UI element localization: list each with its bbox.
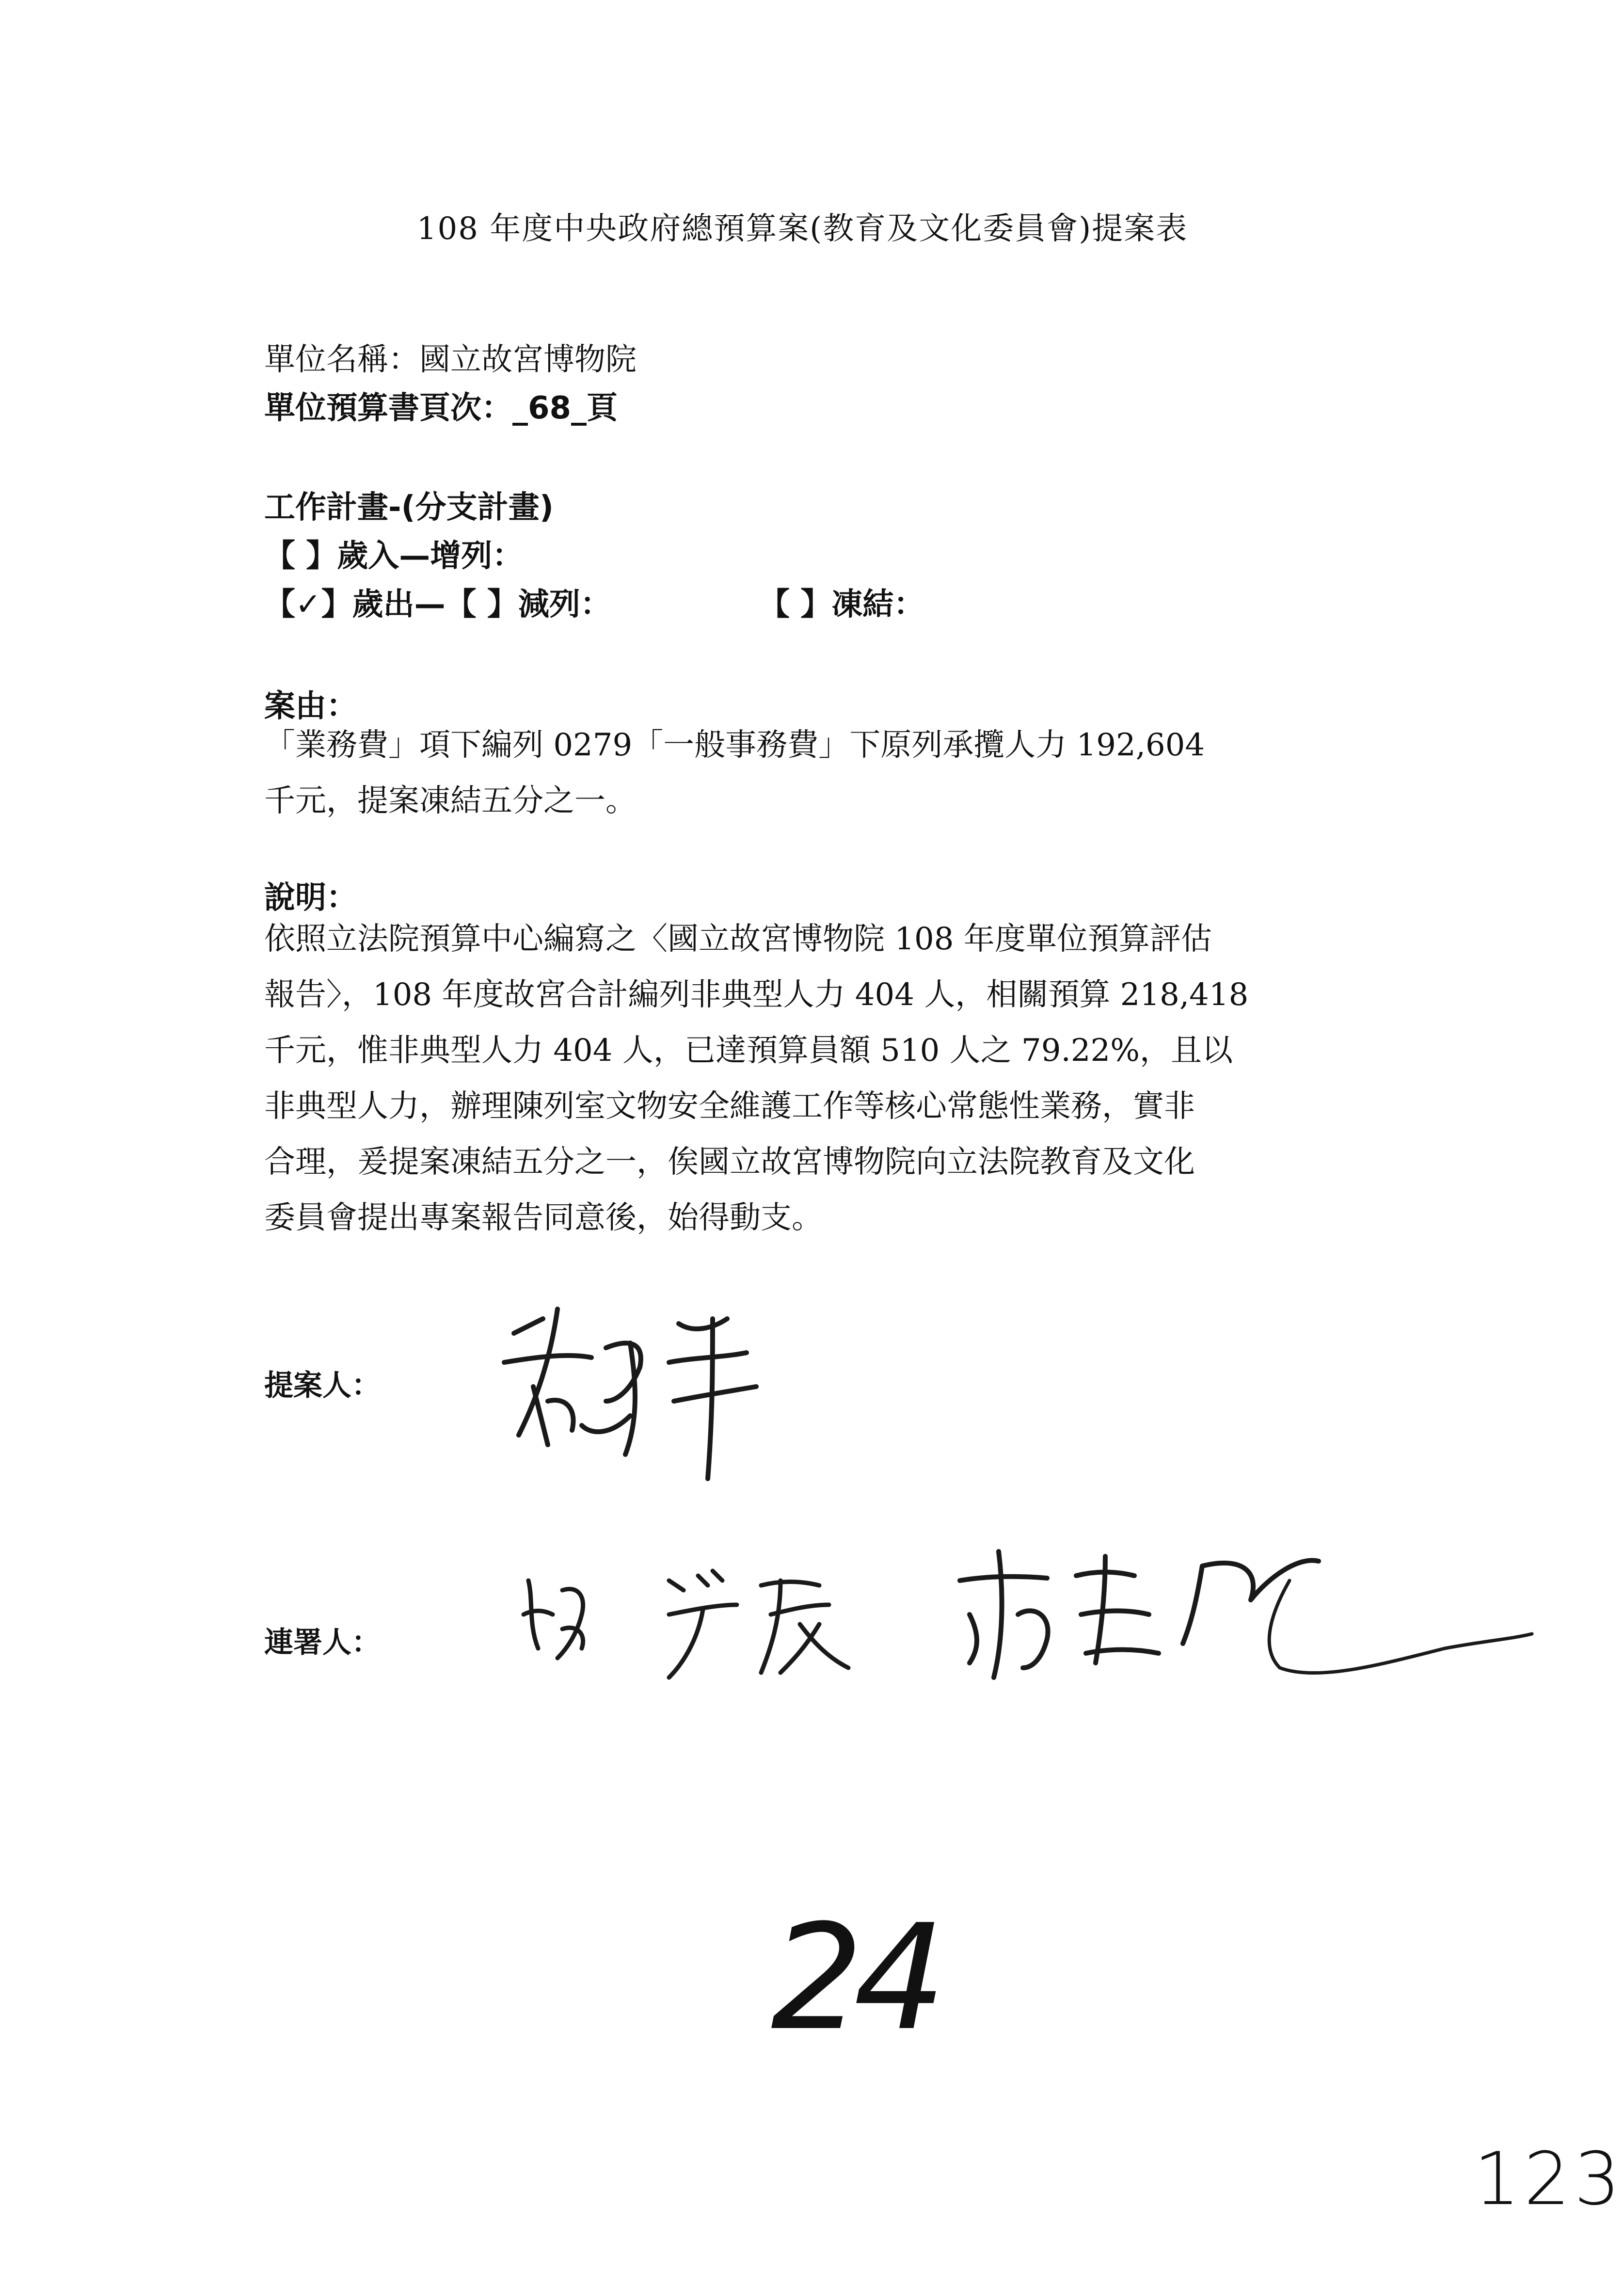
proposer-label: 提案人： <box>264 1369 381 1403</box>
reason-heading: 案由： <box>264 688 357 724</box>
explanation-text <box>264 911 1399 1246</box>
reason-text <box>264 718 1399 829</box>
unit-name: 單位名稱：國立故宮博物院 <box>264 342 637 378</box>
explanation-line: 千元，惟非典型人力 404 人，已達預算員額 510 人之 79.22%，且以 <box>264 1033 1233 1069</box>
explanation-line: 報告〉，108 年度故宮合計編列非典型人力 404 人，相關預算 218,418 <box>264 977 1249 1013</box>
work-plan: 工作計畫-(分支計畫) <box>264 490 554 526</box>
revenue-option: 【 】歲入—增列： <box>264 538 524 574</box>
budget-page-reference: 單位預算書頁次：_68_頁 <box>264 390 618 426</box>
reason-line: 千元，提案凍結五分之一。 <box>264 783 637 819</box>
explanation-line: 非典型人力，辦理陳列室文物安全維護工作等核心常態性業務，實非 <box>264 1088 1195 1124</box>
cosigner-label: 連署人： <box>264 1626 381 1660</box>
cosigner-signature-1 <box>509 1551 877 1697</box>
explanation-line: 依照立法院預算中心編寫之〈國立故宮博物院 108 年度單位預算評估 <box>264 921 1212 957</box>
expense-reduce-option: 【✓】歲出—【 】減列： <box>264 587 611 623</box>
explanation-line: 合理，爰提案凍結五分之一，俟國立故宮博物院向立法院教育及文化 <box>264 1144 1195 1180</box>
proposer-signature <box>485 1290 785 1493</box>
handwritten-corner-number: 123 <box>1474 2137 1624 2221</box>
explanation-heading: 說明： <box>264 880 357 916</box>
handwritten-page-number: 24 <box>771 1893 937 2062</box>
cosigner-signature-2 <box>950 1537 1542 1692</box>
reason-line: 「業務費」項下編列 0279「一般事務費」下原列承攬人力 192,604 <box>264 727 1205 763</box>
document-title: 108 年度中央政府總預算案(教育及文化委員會)提案表 <box>416 211 1188 247</box>
freeze-option: 【 】凍結： <box>759 587 925 623</box>
explanation-line: 委員會提出專案報告同意後，始得動支。 <box>264 1200 823 1236</box>
